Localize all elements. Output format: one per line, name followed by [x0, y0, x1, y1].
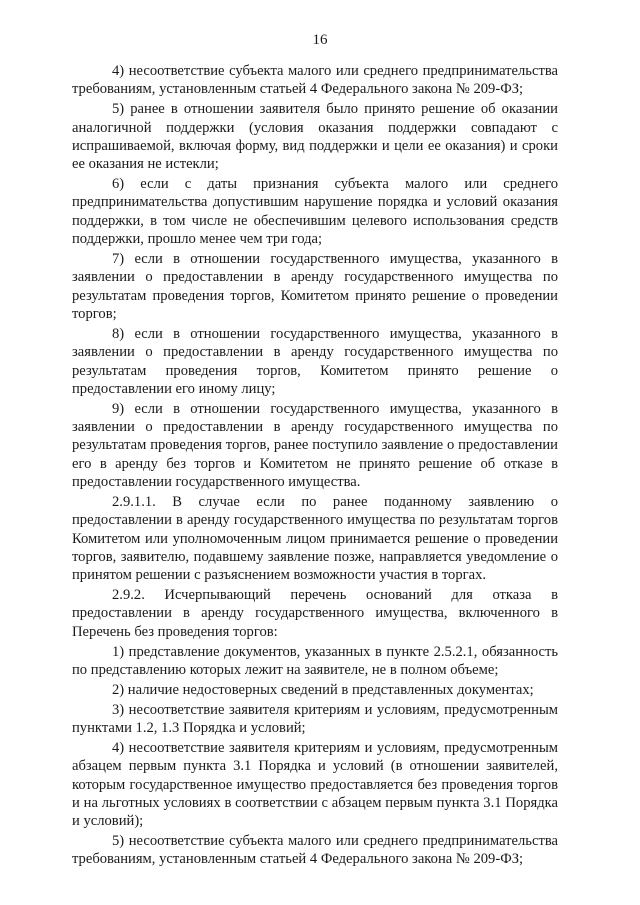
paragraph-clause-2-9-1-1: 2.9.1.1. В случае если по ранее поданному заявлению о предоставлении в аренду государственного имущества по результатам торгов Комитетом или уполномоченным лицом принимается решение о проведении торгов, заявителю, подавшему заявление позже, направляется уведомление о принятом решении с разъяснением возможности участия в торгах.	[72, 493, 558, 584]
paragraph-item-4-inconsistency: 4) несоответствие субъекта малого или среднего предпринимательства требованиям, установленным статьей 4 Федерального закона № 209-ФЗ;	[72, 63, 558, 98]
paragraph-list-item-1: 1) представление документов, указанных в пункте 2.5.2.1, обязанность по представлению которых лежит на заявителе, не в полном объеме;	[72, 643, 558, 678]
paragraph-list-item-2: 2) наличие недостоверных сведений в представленных документах;	[112, 681, 534, 698]
paragraph-item-8-other-person: 8) если в отношении государственного имущества, указанного в заявлении о предоставлении в аренду государственного имущества по результатам проведения торгов, Комитетом принято решение о предоставлении его иному лицу;	[72, 325, 558, 397]
paragraph-item-5-prior-support: 5) ранее в отношении заявителя было принято решение об оказании аналогичной поддержки (условия оказания поддержки совпадают с испрашиваемой, включая форму, вид поддержки и цели ее оказания) и сроки ее оказания не истекли;	[72, 101, 558, 173]
document-body	[72, 62, 558, 870]
paragraph-item-7-auction-decided: 7) если в отношении государственного имущества, указанного в заявлении о предоставлении в аренду государственного имущества по результатам проведения торгов, Комитетом принято решение о проведении торгов;	[72, 250, 558, 322]
paragraph-item-9-pending-application: 9) если в отношении государственного имущества, указанного в заявлении о предоставлении в аренду государственного имущества по результатам проведения торгов, ранее поступило заявление о предоставлении его в аренду без торгов и Комитетом не принято решение об отказе в предоставлении государственного имущества.	[72, 400, 558, 491]
paragraph-item-6-violation: 6) если с даты признания субъекта малого или среднего предпринимательства допустившим нарушение порядка и условий оказания поддержки, в том числе не обеспечившим целевого использования средств поддержки, прошло менее чем три года;	[72, 176, 558, 248]
paragraph-list-item-3: 3) несоответствие заявителя критериям и условиям, предусмотренным пунктами 1.2, 1.3 Порядка и условий;	[72, 701, 558, 737]
paragraph-clause-2-9-2: 2.9.2. Исчерпывающий перечень оснований для отказа в предоставлении в аренду государственного имущества, включенного в Перечень без проведения торгов:	[72, 587, 558, 640]
paragraph-list-item-5: 5) несоответствие субъекта малого или среднего предпринимательства требованиям, установленным статьей 4 Федерального закона № 209-ФЗ;	[72, 833, 558, 868]
paragraph-list-item-4: 4) несоответствие заявителя критериям и условиям, предусмотренным абзацем первым пункта 3.1 Порядка и условий (в отношении заявителей, которым государственное имущество предоставляется без проведения торгов и на льготных условиях в соответствии с абзацем первым пункта 3.1 Порядка и условий);	[72, 739, 558, 830]
page-number: 16	[312, 32, 328, 48]
